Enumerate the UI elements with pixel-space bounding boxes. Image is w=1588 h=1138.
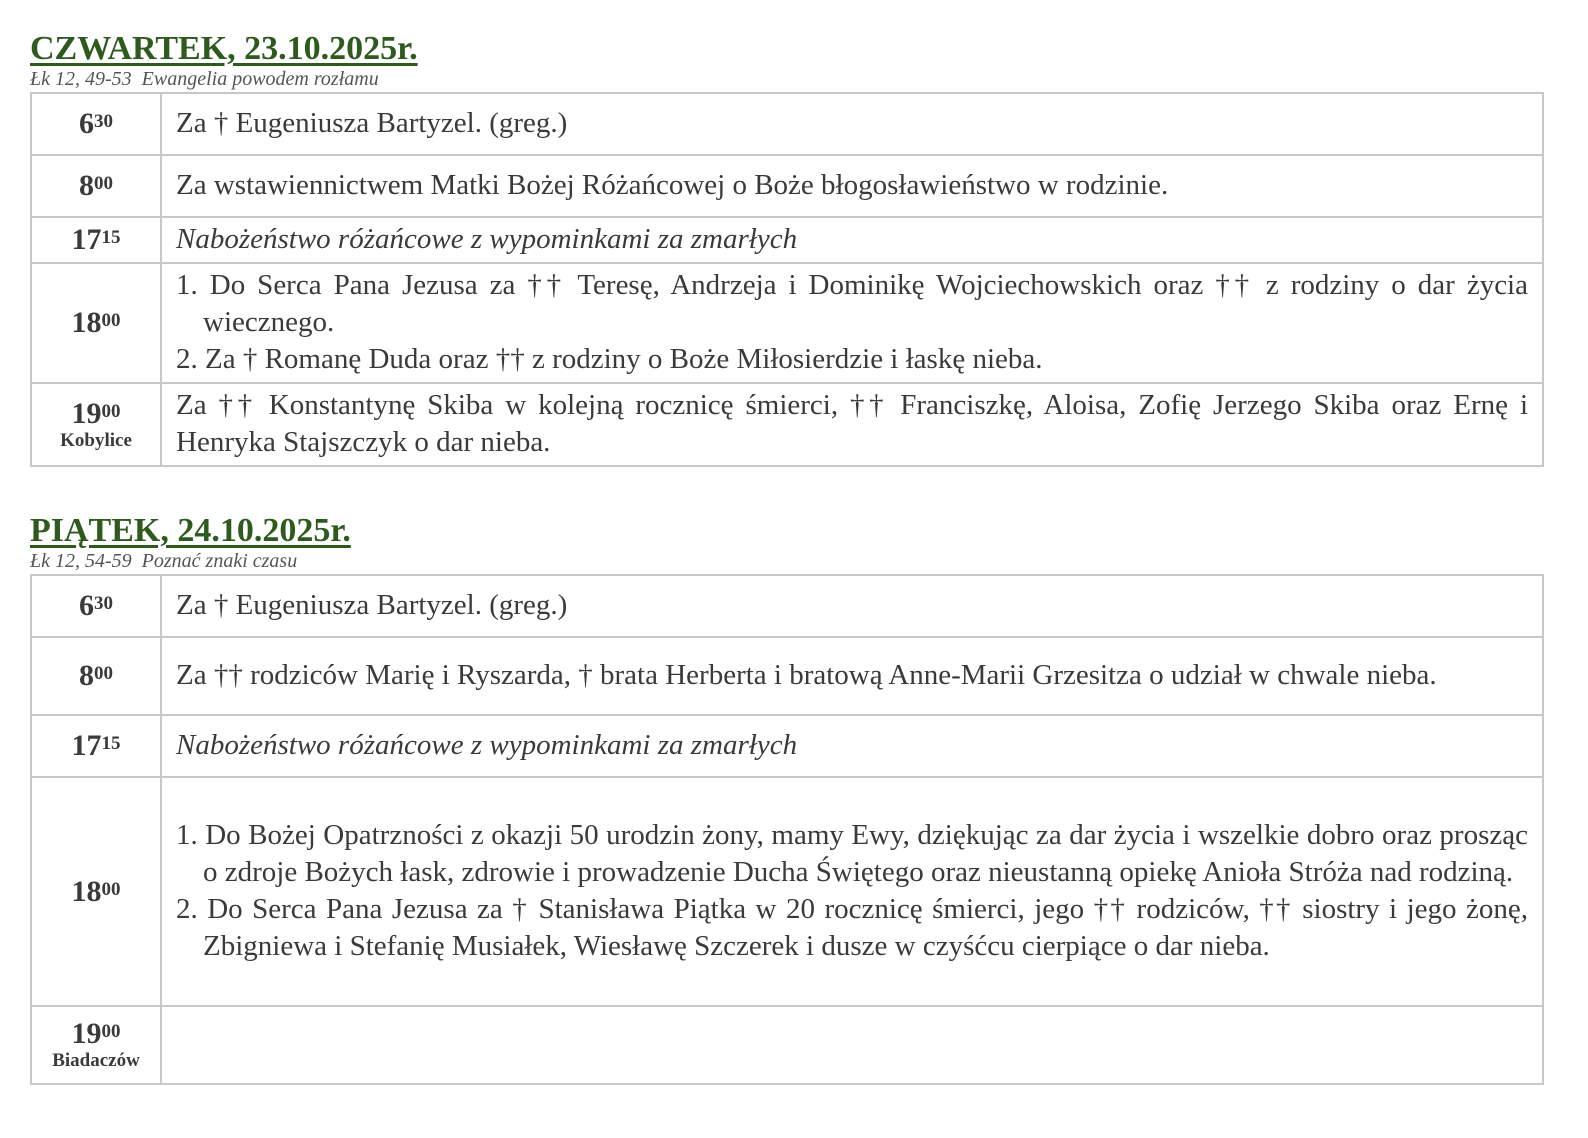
day-title: CZWARTEK, 23.10.2025r.	[30, 30, 418, 67]
mass-time	[31, 93, 161, 155]
table-row	[31, 1006, 1543, 1084]
hour: 6	[79, 107, 94, 140]
minutes: 15	[101, 227, 121, 248]
mass-intention: Za †† rodziców Marię i Ryszarda, † brata Herberta i bratową Anne-Marii Grzesitza o udział w chwale nieba.	[161, 637, 1543, 715]
mass-time	[31, 715, 161, 777]
mass-time	[31, 263, 161, 383]
rosary-service: Nabożeństwo różańcowe z wypominkami za zmarłych	[161, 715, 1543, 777]
minutes: 00	[101, 400, 121, 422]
minutes: 15	[101, 733, 121, 754]
mass-location: Biadaczów	[52, 1050, 140, 1071]
minutes: 30	[94, 111, 113, 132]
day-section-friday	[30, 512, 1544, 1085]
mass-time	[31, 575, 161, 637]
minutes: 00	[94, 663, 113, 684]
reading-title: Poznać znaki czasu	[141, 550, 298, 572]
mass-intention: Za † Eugeniusza Bartyzel. (greg.)	[161, 575, 1543, 637]
table-row	[31, 575, 1543, 637]
hour: 8	[79, 169, 94, 202]
table-row	[31, 637, 1543, 715]
hour: 17	[71, 223, 102, 256]
mass-time	[31, 637, 161, 715]
mass-time	[31, 217, 161, 263]
mass-schedule-table	[30, 574, 1544, 1085]
mass-intention: Za †† Konstantynę Skiba w kolejną rocznicę śmierci, †† Franciszkę, Aloisa, Zofię Jerzego Skiba oraz Ernę i Henryka Stajszczyk o dar nieba.	[161, 383, 1543, 466]
table-row	[31, 263, 1543, 383]
table-row	[31, 93, 1543, 155]
table-row	[31, 155, 1543, 217]
hour: 19	[71, 1017, 102, 1050]
mass-intention: Za † Eugeniusza Bartyzel. (greg.)	[161, 93, 1543, 155]
reading-title: Ewangelia powodem rozłamu	[141, 68, 379, 90]
day-title: PIĄTEK, 24.10.2025r.	[30, 512, 351, 549]
rosary-service: Nabożeństwo różańcowe z wypominkami za zmarłych	[161, 217, 1543, 263]
table-row	[31, 383, 1543, 466]
mass-time	[31, 777, 161, 1006]
hour: 18	[71, 874, 102, 908]
hour: 8	[79, 659, 94, 692]
mass-intention: Za wstawiennictwem Matki Bożej Różańcowej o Boże błogosławieństwo w rodzinie.	[161, 155, 1543, 217]
mass-intention	[161, 777, 1543, 1006]
hour: 19	[71, 396, 102, 430]
gospel-reading	[30, 550, 1544, 572]
mass-intention	[161, 1006, 1543, 1084]
day-section-thursday	[30, 30, 1544, 467]
mass-schedule-table	[30, 92, 1544, 467]
hour: 17	[71, 729, 102, 762]
intention-item: 1. Do Serca Pana Jezusa za †† Teresę, Andrzeja i Dominikę Wojciechowskich oraz †† z rodziny o dar życia wiecznego.	[176, 269, 1528, 338]
intention-item: 2. Za † Romanę Duda oraz †† z rodziny o Boże Miłosierdzie i łaskę nieba.	[176, 343, 1043, 375]
hour: 18	[71, 306, 102, 339]
minutes: 00	[94, 173, 113, 194]
reading-ref: Łk 12, 49-53	[30, 68, 132, 90]
mass-location: Kobylice	[60, 429, 132, 451]
minutes: 00	[101, 878, 121, 900]
table-row	[31, 217, 1543, 263]
intention-item: 1. Do Bożej Opatrzności z okazji 50 urodzin żony, mamy Ewy, dziękując za dar życia i wszelkie dobro oraz prosząc o zdroje Bożych łask, zdrowie i prowadzenie Ducha Świętego oraz nieustanną opiekę Anioła Stróża nad rodziną.	[176, 819, 1528, 888]
minutes: 00	[101, 1021, 121, 1042]
mass-time	[31, 383, 161, 466]
mass-time	[31, 155, 161, 217]
minutes: 30	[94, 593, 113, 614]
mass-intention	[161, 263, 1543, 383]
gospel-reading	[30, 68, 1544, 90]
hour: 6	[79, 589, 94, 622]
intention-item: 2. Do Serca Pana Jezusa za † Stanisława Piątka w 20 rocznicę śmierci, jego †† rodziców, †† siostry i jego żonę, Zbigniewa i Stefanię Musiałek, Wiesławę Szczerek i dusze w czyśćcu cierpiące o dar nieba.	[176, 893, 1528, 962]
table-row	[31, 715, 1543, 777]
minutes: 00	[101, 310, 121, 331]
reading-ref: Łk 12, 54-59	[30, 550, 132, 572]
mass-time	[31, 1006, 161, 1084]
table-row	[31, 777, 1543, 1006]
